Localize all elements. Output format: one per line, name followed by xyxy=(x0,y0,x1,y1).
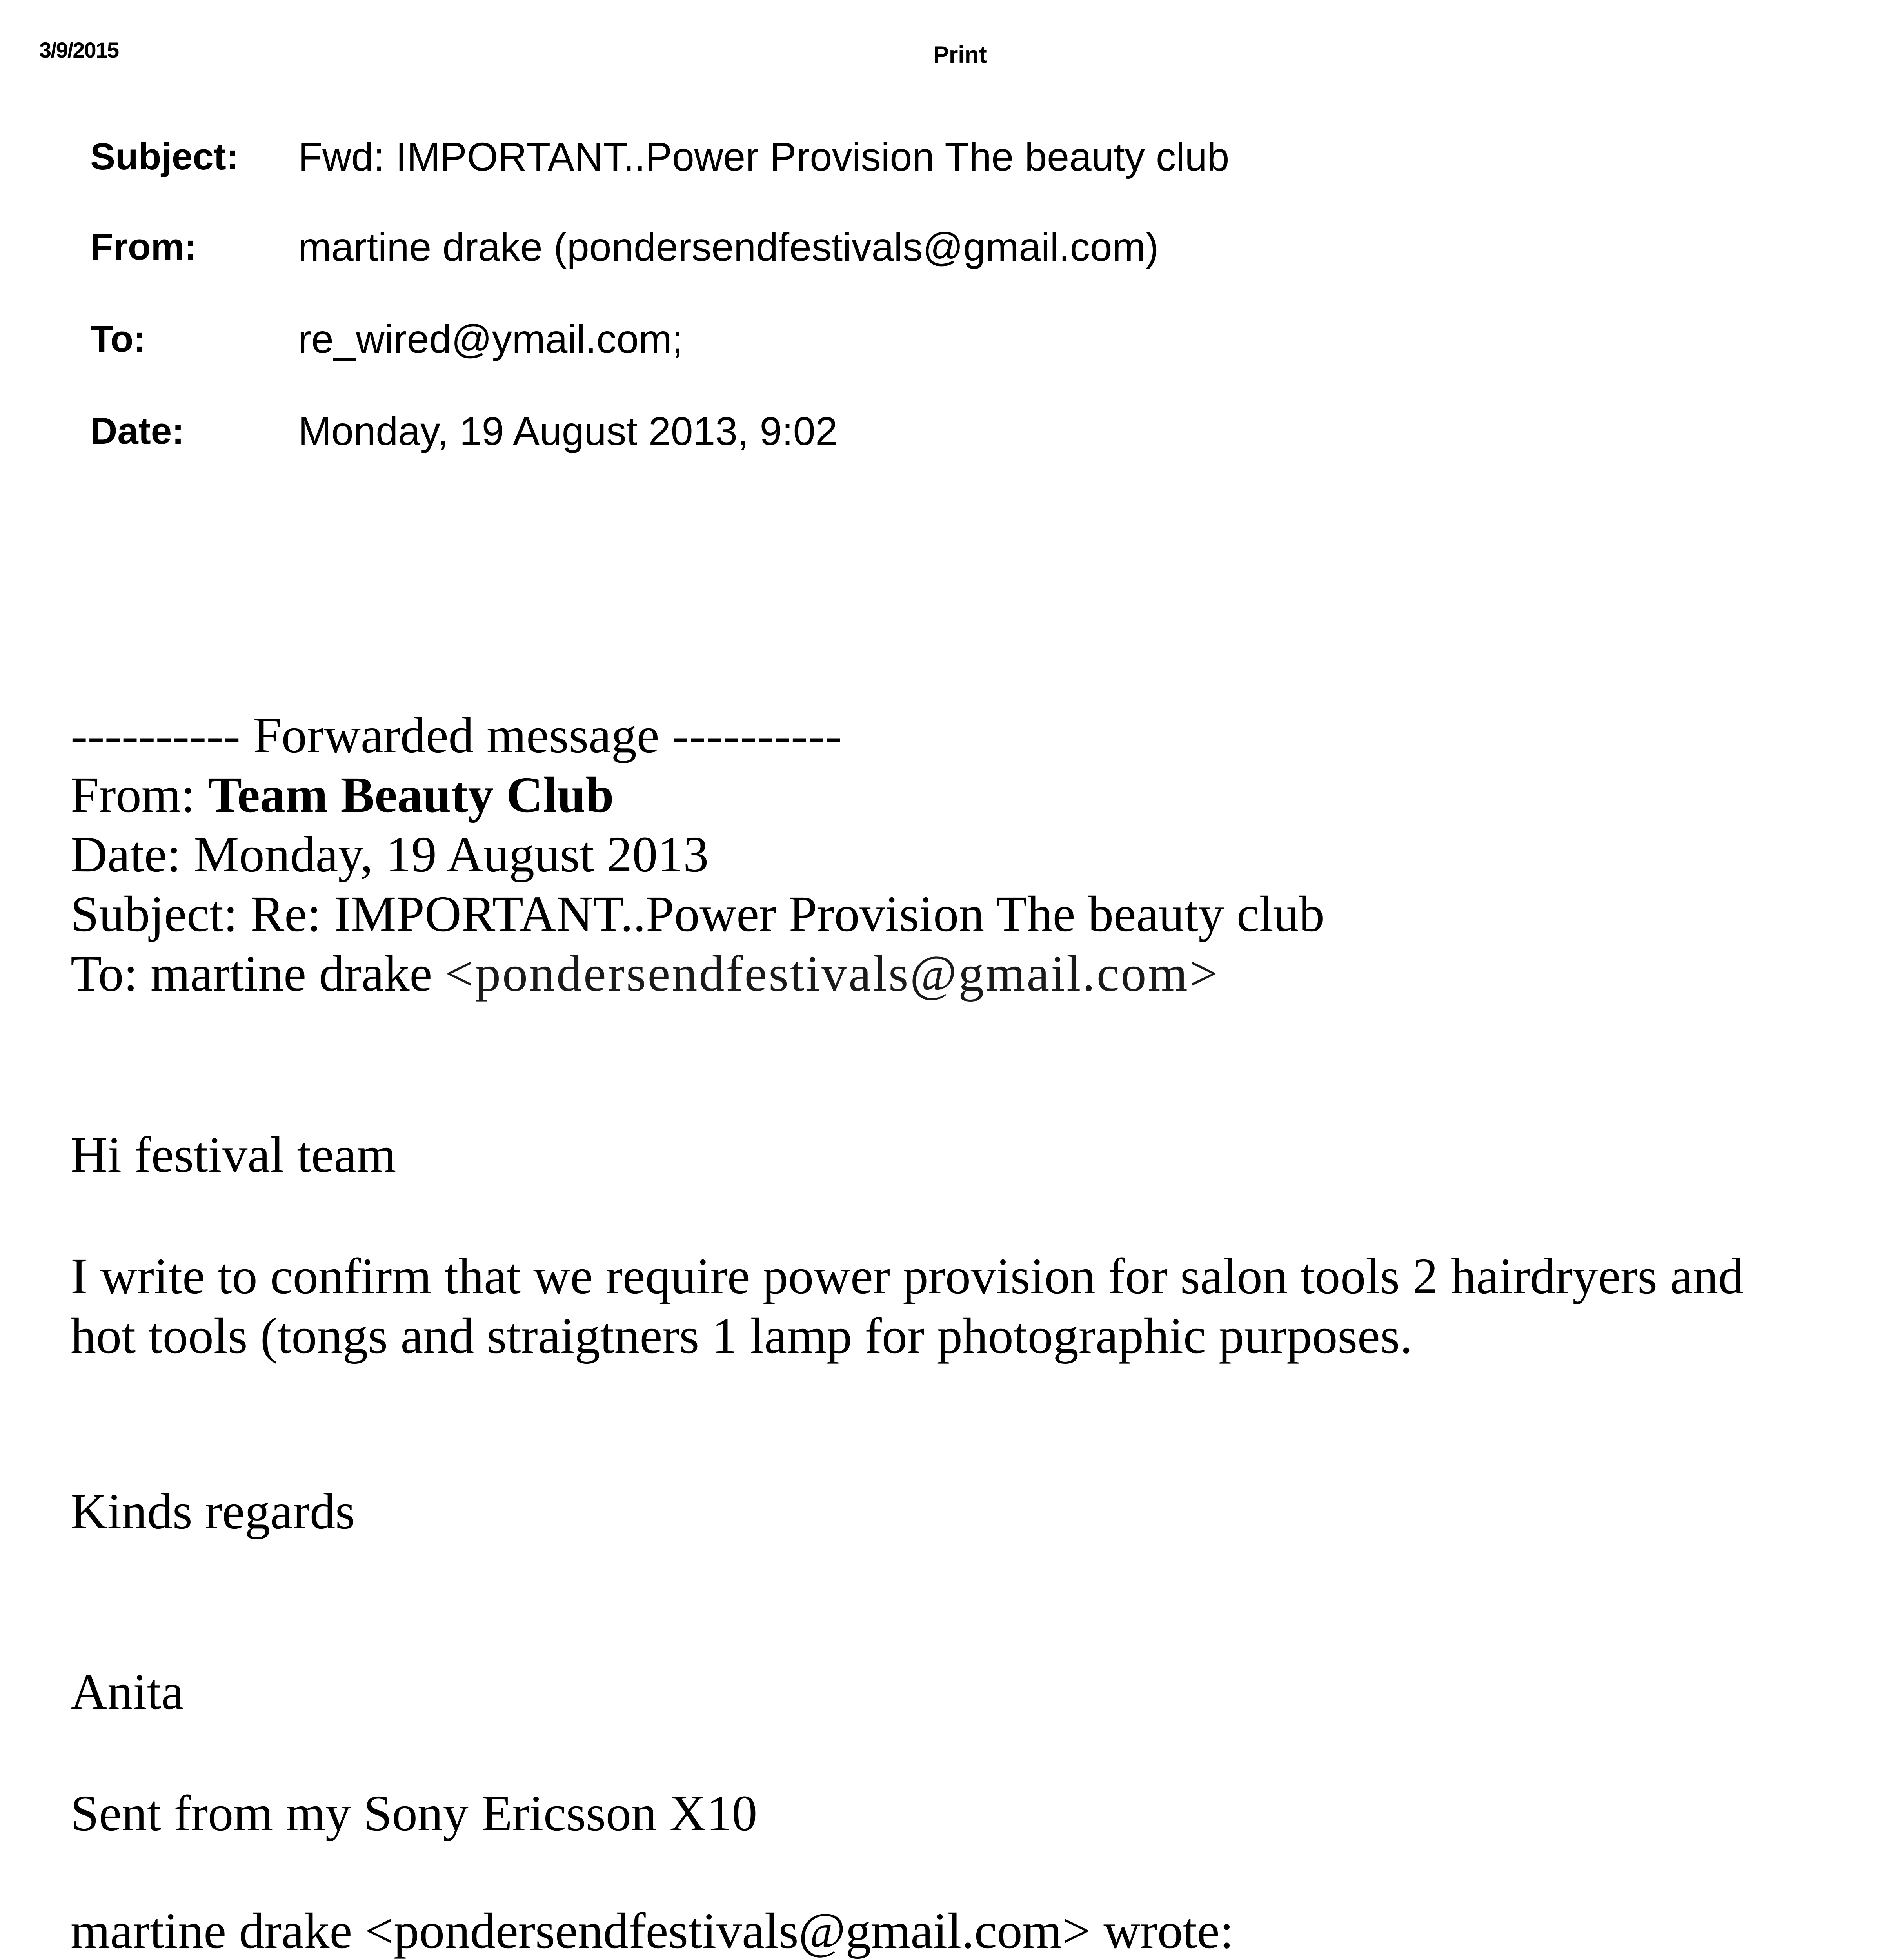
print-title: Print xyxy=(933,42,987,68)
forward-to-address: <pondersendfestivals@gmail.com> xyxy=(445,946,1219,1002)
forward-separator: ---------- Forwarded message ---------- xyxy=(71,707,842,764)
body-paragraph xyxy=(71,1247,1835,1366)
to-row xyxy=(90,312,683,367)
subject-row xyxy=(90,129,1229,184)
forward-from-name: Team Beauty Club xyxy=(208,767,614,823)
forward-date-line: Date: Monday, 19 August 2013 xyxy=(71,826,709,883)
from-row xyxy=(90,220,1159,274)
forwarded-message-header xyxy=(71,706,1835,1004)
body-line: I write to confirm that we require power provision for salon tools 2 hairdryers and xyxy=(71,1248,1744,1305)
forward-to-prefix: To: martine drake xyxy=(71,946,445,1002)
to-value: re_wired@ymail.com; xyxy=(298,316,683,361)
greeting: Hi festival team xyxy=(71,1127,396,1183)
forward-to-line xyxy=(71,944,1835,1004)
date-label: Date: xyxy=(90,410,185,452)
date-row xyxy=(90,404,838,459)
from-label: From: xyxy=(90,226,197,268)
from-value: martine drake (pondersendfestivals@gmail.com) xyxy=(298,224,1159,269)
forward-from-line xyxy=(71,765,1835,825)
forward-subject-line: Subject: Re: IMPORTANT..Power Provision The beauty club xyxy=(71,886,1324,942)
closing-regards: Kinds regards xyxy=(71,1483,355,1540)
to-label: To: xyxy=(90,318,146,360)
signer-name: Anita xyxy=(71,1664,184,1720)
date-value: Monday, 19 August 2013, 9:02 xyxy=(298,408,838,454)
body-line: hot tools (tongs and straigtners 1 lamp for photographic purposes. xyxy=(71,1308,1413,1364)
subject-label: Subject: xyxy=(90,136,239,178)
print-date: 3/9/2015 xyxy=(39,38,118,62)
sent-from-signature: Sent from my Sony Ericsson X10 xyxy=(71,1785,758,1842)
forward-from-prefix: From: xyxy=(71,767,208,823)
subject-value: Fwd: IMPORTANT..Power Provision The beauty club xyxy=(298,134,1230,179)
quote-attribution: martine drake <pondersendfestivals@gmail.com> wrote: xyxy=(71,1903,1234,1959)
